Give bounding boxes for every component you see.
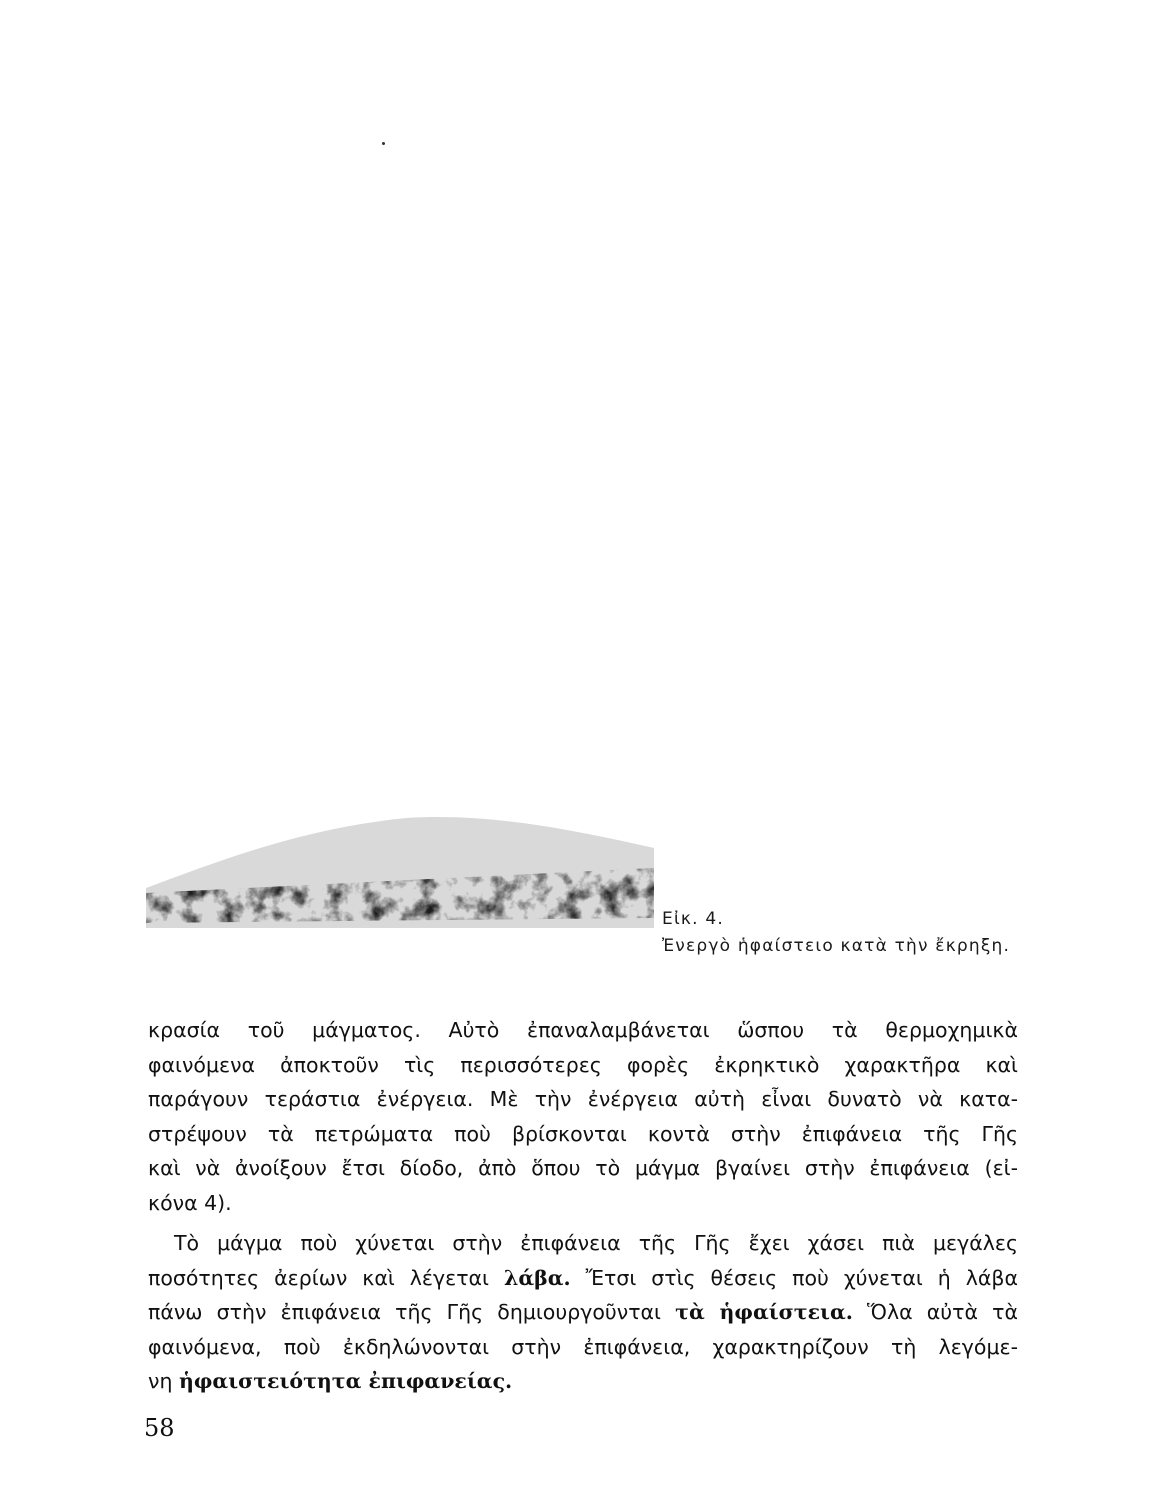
text-run: πάνω στὴν ἐπιφάνεια τῆς Γῆς δημιουργοῦνται <box>148 1300 676 1324</box>
text-line <box>148 1364 1018 1399</box>
figure-caption <box>662 906 1062 960</box>
paragraph-2 <box>148 1226 1018 1399</box>
text-line <box>148 1295 1018 1330</box>
volcano-eruption-photo <box>146 228 654 928</box>
text-line: κόνα 4). <box>148 1190 232 1215</box>
text-run: ποσότητες ἀερίων καὶ λέγεται <box>148 1265 504 1290</box>
text-run: Ὅλα αὐτὰ τὰ <box>852 1300 1019 1324</box>
text-line: Τὸ μάγμα ποὺ χύνεται στὴν ἐπιφάνεια τῆς Γῆς ἔχει χάσει πιὰ μεγάλες <box>174 1231 1018 1255</box>
text-line: καὶ νὰ ἀνοίξουν ἔτσι δίοδο, ἀπὸ ὅπου τὸ μάγμα βγαίνει στὴν ἐπιφάνεια (εἰ- <box>148 1156 1018 1180</box>
text-line: φαινόμενα ἀποκτοῦν τὶς περισσότερες φορὲς ἐκρηκτικὸ χαρακτῆρα καὶ <box>148 1052 1018 1077</box>
speck <box>382 142 385 145</box>
text-run: Ἔτσι στὶς θέσεις ποὺ χύνεται ἡ λάβα <box>570 1265 1019 1290</box>
figure-caption-text: Ἐνεργὸ ἡφαίστειο κατὰ τὴν ἔκρηξη. <box>662 936 1011 956</box>
text-line: στρέψουν τὰ πετρώματα ποὺ βρίσκονται κοντὰ στὴν ἐπιφάνεια τῆς Γῆς <box>148 1121 1018 1146</box>
text-run: νη <box>148 1369 179 1393</box>
page-number: 58 <box>144 1414 175 1442</box>
term-surface-volcanism: ἡφαιστειότητα ἐπιφανείας. <box>178 1369 513 1393</box>
term-lava: λάβα. <box>503 1265 571 1290</box>
body-text <box>148 1013 1018 1399</box>
paragraph-1 <box>148 1013 1018 1220</box>
text-line: φαινόμενα, ποὺ ἐκδηλώνονται στὴν ἐπιφάνεια, χαρακτηρίζουν τὴ λεγόμε- <box>148 1334 1018 1359</box>
term-volcanoes: τὰ ἡφαίστεια. <box>675 1300 853 1324</box>
text-line: κρασία τοῦ μάγματος. Αὐτὸ ἐπαναλαμβάνεται ὥσπου τὰ θερμοχημικὰ <box>148 1018 1018 1042</box>
text-line <box>148 1261 1018 1296</box>
volcano-photo-graphic <box>146 228 654 928</box>
text-line: παράγουν τεράστια ἐνέργεια. Μὲ τὴν ἐνέργεια αὐτὴ εἶναι δυνατὸ νὰ κατα- <box>148 1087 1018 1111</box>
figure-number: Εἰκ. 4. <box>662 909 724 929</box>
